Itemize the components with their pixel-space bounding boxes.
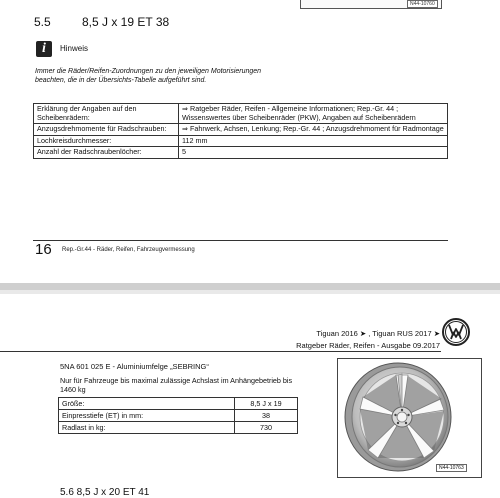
table-row	[34, 104, 448, 124]
table-row	[59, 422, 298, 434]
row-label: Anzahl der Radschraubenlöcher:	[34, 147, 179, 159]
table-row	[59, 410, 298, 422]
table-row	[59, 398, 298, 410]
hint-text: Immer die Räder/Reifen-Zuordnungen zu den jeweiligen Motorisierungen beachten, die in der Übersichts-Tabelle aufgeführt sind.	[35, 68, 262, 84]
page-footer-text: Rep.-Gr.44 - Räder, Reifen, Fahrzeugvermessung	[62, 247, 195, 253]
alloy-wheel-icon	[338, 359, 481, 477]
hint-title: Hinweis	[60, 44, 89, 53]
row-value: 38	[235, 410, 298, 422]
row-label: Einpresstiefe (ET) in mm:	[59, 410, 235, 422]
header-model-line: Tiguan 2016 ➤ , Tiguan RUS 2017 ➤	[316, 329, 440, 338]
table-row	[34, 147, 448, 159]
row-label: Anzugsdrehmomente für Radschrauben:	[34, 124, 179, 136]
row-label: Größe:	[59, 398, 235, 410]
header-rule	[0, 351, 441, 352]
header-manual-line: Ratgeber Räder, Reifen - Ausgabe 09.2017	[296, 341, 440, 350]
table-row	[34, 124, 448, 136]
top-figure-id: N44-10760	[407, 0, 438, 8]
footer-rule	[33, 240, 448, 241]
table-row	[34, 135, 448, 147]
next-section-heading: 5.6 8,5 J x 20 ET 41	[60, 487, 150, 498]
row-value: 5	[179, 147, 448, 159]
row-value: 730	[235, 422, 298, 434]
page-separator-shadow	[0, 290, 500, 294]
wheel-info-table	[33, 103, 448, 159]
row-value[interactable]: ⇒ Fahrwerk, Achsen, Lenkung; Rep.-Gr. 44 ; Anzugsdrehmoment für Radmontage	[179, 124, 448, 136]
row-label: Radlast in kg:	[59, 422, 235, 434]
info-icon: i	[36, 41, 52, 57]
page-number: 16	[35, 241, 52, 258]
part-description: Nur für Fahrzeuge bis maximal zulässige Achslast im Anhängebetrieb bis 1460 kg	[60, 376, 293, 394]
rim-spec-table	[58, 397, 298, 434]
wheel-figure-id: N44-10763	[436, 464, 467, 472]
row-label: Erklärung der Angaben auf den Scheibenrädern:	[34, 104, 179, 124]
row-value[interactable]: ⇒ Ratgeber Räder, Reifen - Allgemeine Informationen; Rep.-Gr. 44 ; Wissenswertes über Scheibenräder (PKW), Angaben auf Scheibenrädern	[179, 104, 448, 124]
row-value: 8,5 J x 19	[235, 398, 298, 410]
section-title: 8,5 J x 19 ET 38	[82, 15, 170, 29]
row-value: 112 mm	[179, 135, 448, 147]
section-number: 5.5	[34, 15, 51, 29]
page-separator	[0, 283, 500, 290]
row-label: Lochkreisdurchmesser:	[34, 135, 179, 147]
vw-logo-icon	[442, 318, 470, 346]
wheel-figure	[337, 358, 482, 478]
part-title: 5NA 601 025 E - Aluminiumfelge „SEBRING“	[60, 362, 209, 371]
